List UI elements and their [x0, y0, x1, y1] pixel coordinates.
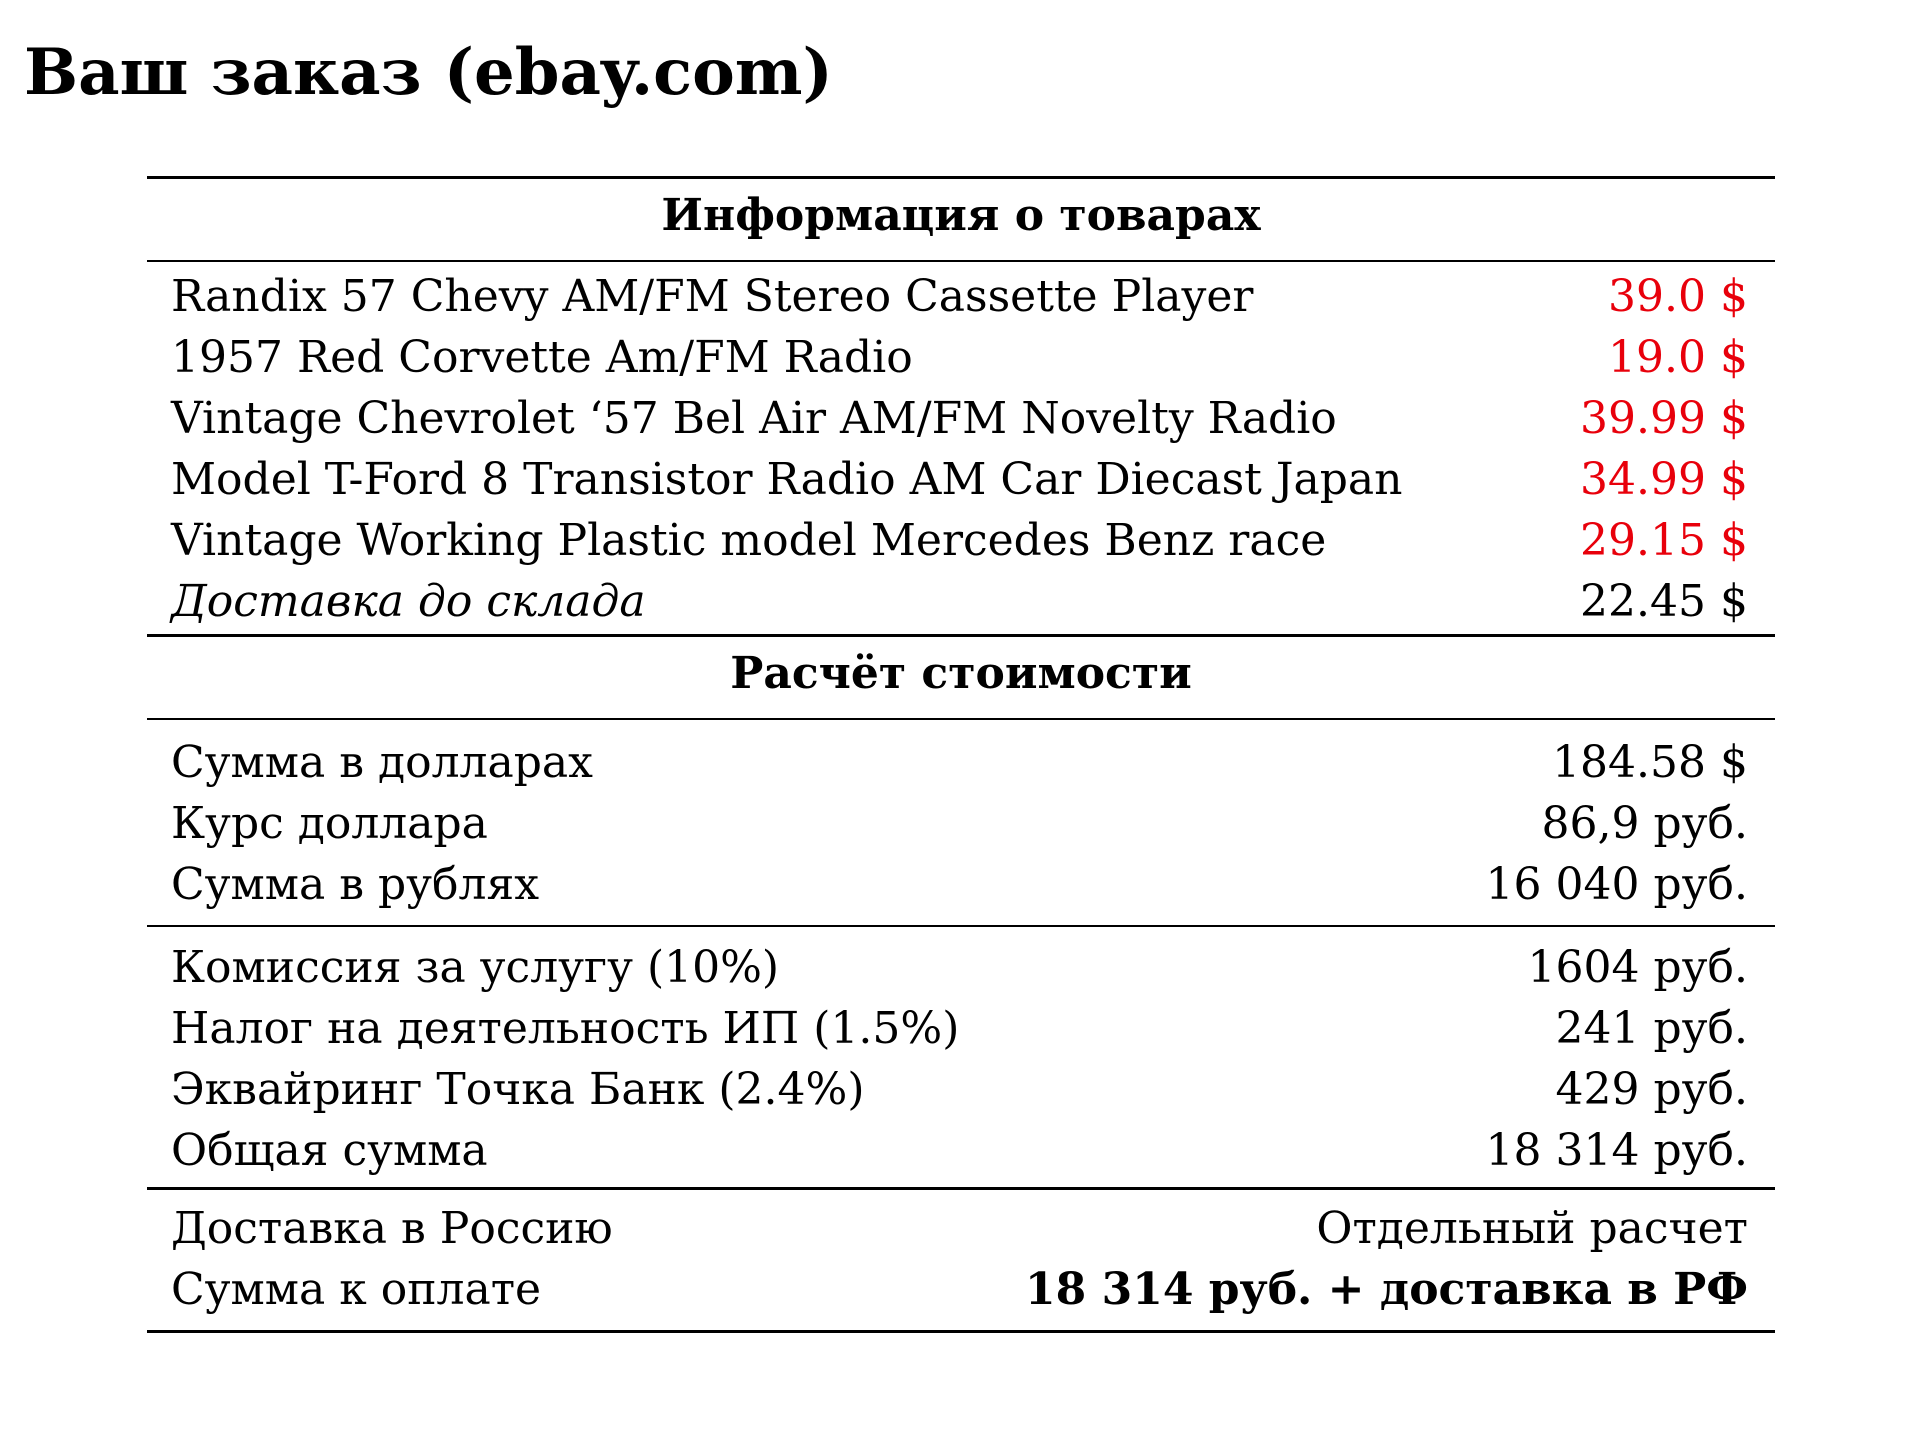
- russia-delivery-label: Доставка в Россию: [171, 1203, 613, 1254]
- fee-row: [147, 937, 1775, 998]
- item-name: Model T-Ford 8 Transistor Radio AM Car Diecast Japan: [171, 454, 1403, 505]
- item-price: 39.0 $: [1608, 271, 1748, 322]
- fees-list: [147, 927, 1775, 1187]
- item-price: 29.15 $: [1580, 515, 1748, 566]
- order-table: [147, 176, 1775, 1333]
- fee-label: Эквайринг Точка Банк (2.4%): [171, 1064, 865, 1115]
- warehouse-shipping-label: Доставка до склада: [171, 576, 646, 627]
- page-title: Ваш заказ (ebay.com): [24, 35, 833, 110]
- fee-row: [147, 1059, 1775, 1120]
- item-price: 19.0 $: [1608, 332, 1748, 383]
- fee-row: [147, 998, 1775, 1059]
- subtotal-label: Общая сумма: [171, 1125, 488, 1176]
- table-bottom-rule: [147, 1330, 1775, 1333]
- final-list: [147, 1190, 1775, 1330]
- item-price: 34.99 $: [1580, 454, 1748, 505]
- calc-label: Сумма в долларах: [171, 737, 593, 788]
- fee-value: 241 руб.: [1555, 1003, 1748, 1054]
- calc-section-header: Расчёт стоимости: [730, 648, 1192, 699]
- fee-value: 429 руб.: [1555, 1064, 1748, 1115]
- calc-list: [147, 720, 1775, 925]
- item-row: [147, 327, 1775, 388]
- subtotal-row: [147, 1120, 1775, 1181]
- calc-row: [147, 854, 1775, 915]
- warehouse-shipping-row: [147, 571, 1775, 632]
- item-name: Vintage Working Plastic model Mercedes Benz race: [171, 515, 1327, 566]
- item-row: [147, 510, 1775, 571]
- item-name: Vintage Chevrolet ‘57 Bel Air AM/FM Novelty Radio: [171, 393, 1337, 444]
- item-price: 39.99 $: [1580, 393, 1748, 444]
- russia-delivery-value: Отдельный расчет: [1316, 1203, 1748, 1254]
- item-name: 1957 Red Corvette Am/FM Radio: [171, 332, 913, 383]
- items-list: [147, 262, 1775, 634]
- calc-value: 16 040 руб.: [1485, 859, 1748, 910]
- item-row: [147, 266, 1775, 327]
- calc-value: 86,9 руб.: [1541, 798, 1748, 849]
- item-name: Randix 57 Chevy AM/FM Stereo Cassette Player: [171, 271, 1254, 322]
- fee-label: Комиссия за услугу (10%): [171, 942, 780, 993]
- item-row: [147, 449, 1775, 510]
- amount-due-row: [147, 1259, 1775, 1320]
- calc-row: [147, 732, 1775, 793]
- warehouse-shipping-value: 22.45 $: [1580, 576, 1748, 627]
- calc-label: Сумма в рублях: [171, 859, 540, 910]
- amount-due-value: 18 314 руб. + доставка в РФ: [1025, 1264, 1748, 1315]
- calc-label: Курс доллара: [171, 798, 488, 849]
- items-section-header: Информация о товарах: [661, 190, 1261, 241]
- subtotal-value: 18 314 руб.: [1485, 1125, 1748, 1176]
- russia-delivery-row: [147, 1198, 1775, 1259]
- fee-label: Налог на деятельность ИП (1.5%): [171, 1003, 960, 1054]
- calc-row: [147, 793, 1775, 854]
- amount-due-label: Сумма к оплате: [171, 1264, 542, 1315]
- item-row: [147, 388, 1775, 449]
- calc-value: 184.58 $: [1552, 737, 1748, 788]
- fee-value: 1604 руб.: [1527, 942, 1748, 993]
